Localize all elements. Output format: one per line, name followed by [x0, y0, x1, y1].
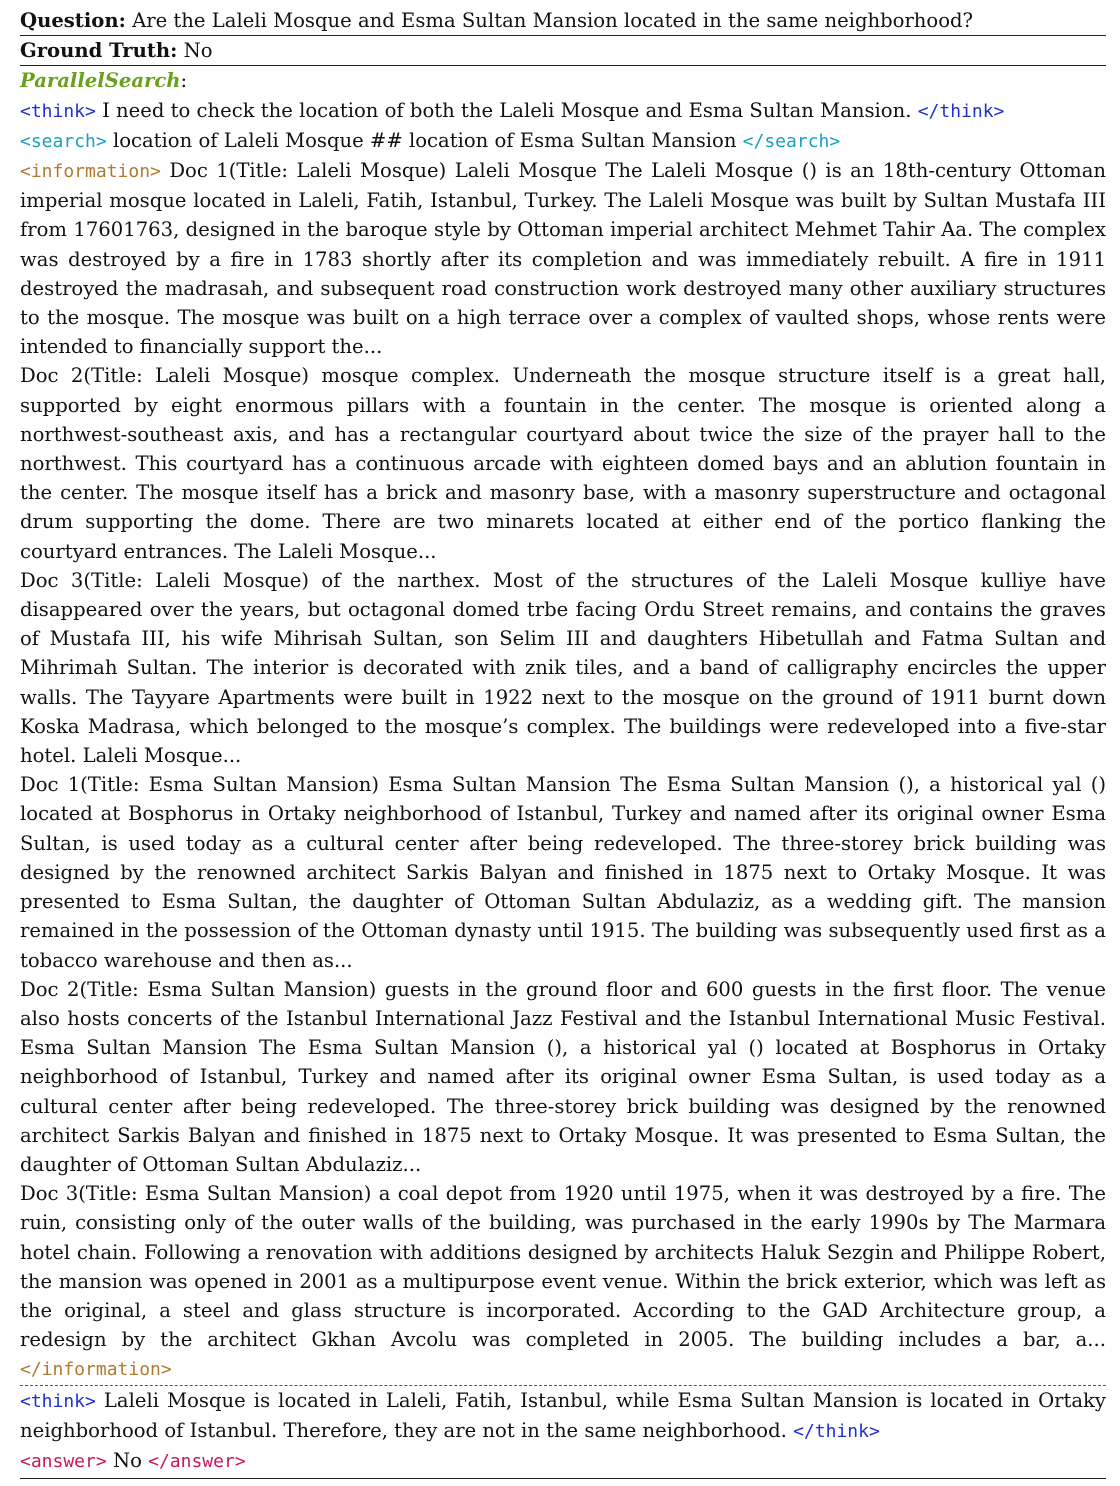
answer-text: No: [112, 1448, 142, 1472]
think-close-tag: </think>: [793, 1420, 880, 1442]
doc-passage: [20, 975, 1106, 1179]
doc-text: Doc 2(Title: Laleli Mosque) mosque complex. Underneath the mosque structure itself is a great hall, supported by eight enormous pillars with a fountain in the center. The mosque is oriented along a northwest-southeast axis, and has a rectangular courtyard about twice the size of the prayer hall to the northwest. This courtyard has a continuous arcade with eighteen domed bays and an ablution fountain in the center. The mosque itself has a brick and masonry base, with a masonry superstructure and octagonal drum supporting the dome. There are two minarets located at either end of the portico flanking the courtyard entrances. The Laleli Mosque...: [20, 364, 1106, 563]
think-2-text: Laleli Mosque is located in Laleli, Fatih, Istanbul, while Esma Sultan Mansion is located in Ortaky neighborhood of Istanbul. Therefore, they are not in the same neighborhood.: [20, 1388, 1106, 1442]
search-query: location of Laleli Mosque ## location of Esma Sultan Mansion: [112, 128, 737, 152]
ground-truth-text: No: [183, 39, 213, 63]
doc-passage: [20, 156, 1106, 361]
search-open-tag: <search>: [20, 130, 107, 152]
doc-text: Doc 1(Title: Laleli Mosque) Laleli Mosque The Laleli Mosque () is an 18th-century Ottoman imperial mosque located in Laleli, Fatih, Istanbul, Turkey. The Laleli Mosque was built by Sultan Mustafa III from 17601763, designed in the baroque style by Ottoman imperial architect Mehmet Tahir Aa. The complex was destroyed by a fire in 1783 shortly after its completion and was immediately rebuilt. A fire in 1911 destroyed the madrasah, and subsequent road construction work destroyed many other auxiliary structures to the mosque. The mosque was built on a high terrace over a complex of vaulted shops, whose rents were intended to financially support the...: [20, 159, 1106, 359]
doc-passage: [20, 361, 1106, 565]
answer-line: [20, 1446, 1106, 1476]
method-suffix: :: [180, 69, 188, 93]
answer-close-tag: </answer>: [148, 1450, 246, 1472]
doc-passage: [20, 1179, 1106, 1384]
search-close-tag: </search>: [742, 130, 841, 152]
question-label: Question: [20, 9, 119, 32]
doc-text: Doc 1(Title: Esma Sultan Mansion) Esma Sultan Mansion The Esma Sultan Mansion (), a historical yal () located at Bosphorus in Ortaky neighborhood of Istanbul, Turkey and named after its original owner Esma Sultan, is used today as a cultural center after being redeveloped. The three-storey brick building was designed by the renowned architect Sarkis Balyan and finished in 1875 next to Ortaky Mosque. It was presented to Esma Sultan, the daughter of Ottoman Sultan Abdulaziz, as a wedding gift. The mansion remained in the possession of the Ottoman dynasty until 1915. The building was subsequently used first as a tobacco warehouse and then as...: [20, 773, 1106, 972]
rule-bottom: [20, 1478, 1106, 1479]
ground-truth-label: Ground Truth: [20, 39, 171, 63]
question-row: Question: Are the Laleli Mosque and Esma Sultan Mansion located in the same neighborhood?: [20, 9, 974, 32]
think-open-tag: <think>: [20, 100, 96, 122]
question-text: Are the Laleli Mosque and Esma Sultan Mansion located in the same neighborhood?: [132, 9, 974, 32]
info-close-tag: </information>: [20, 1359, 172, 1381]
method-name: ParallelSearch: [20, 69, 181, 93]
doc-text: Doc 3(Title: Esma Sultan Mansion) a coal depot from 1920 until 1975, when it was destroyed by a fire. The ruin, consisting only of the outer walls of the building, was purchased in the early 1990s by The Marmara hotel chain. Following a renovation with additions designed by architects Haluk Sezgin and Philippe Robert, the mansion was opened in 2001 as a multipurpose event venue. Within the brick exterior, which was left as the original, a steel and glass structure is incorporated. According to the GAD Architecture group, a redesign by the architect Gkhan Avcolu was completed in 2005. The building includes a bar, a...: [20, 1182, 1106, 1352]
ground-truth-row: Ground Truth: No: [20, 39, 213, 63]
think-1-text: I need to check the location of both the Laleli Mosque and Esma Sultan Mansion.: [102, 98, 912, 122]
method-row: [20, 66, 1106, 95]
think-open-tag: <think>: [20, 1390, 96, 1412]
answer-open-tag: <answer>: [20, 1450, 107, 1472]
search-1: [20, 126, 1106, 156]
doc-text: Doc 3(Title: Laleli Mosque) of the narthex. Most of the structures of the Laleli Mosque kulliye have disappeared over the years, but octagonal domed trbe facing Ordu Street remains, and contains the graves of Mustafa III, his wife Mihrisah Sultan, son Selim III and daughters Hibetullah and Fatma Sultan and Mihrimah Sultan. The interior is decorated with znik tiles, and a band of calligraphy encircles the upper walls. The Tayyare Apartments were built in 1922 next to the mosque on the ground of 1911 burnt down Koska Madrasa, which belonged to the mosque’s complex. The buildings were redeveloped into a five-star hotel. Laleli Mosque...: [20, 568, 1106, 768]
doc-passage: [20, 566, 1106, 770]
think-1: [20, 96, 1106, 126]
information-block: [20, 156, 1106, 1385]
think-2: [20, 1386, 1106, 1446]
doc-text: Doc 2(Title: Esma Sultan Mansion) guests in the ground floor and 600 guests in the first floor. The venue also hosts concerts of the Istanbul International Jazz Festival and the Istanbul International Music Festival. Esma Sultan Mansion The Esma Sultan Mansion (), a historical yal () located at Bosphorus in Ortaky neighborhood of Istanbul, Turkey and named after its original owner Esma Sultan, is used today as a cultural center after being redeveloped. The three-storey brick building was designed by the renowned architect Sarkis Balyan and finished in 1875 next to Ortaky Mosque. It was presented to Esma Sultan, the daughter of Ottoman Sultan Abdulaziz...: [20, 977, 1106, 1176]
info-open-tag: <information>: [20, 161, 161, 183]
think-close-tag: </think>: [917, 100, 1005, 122]
doc-passage: [20, 770, 1106, 974]
